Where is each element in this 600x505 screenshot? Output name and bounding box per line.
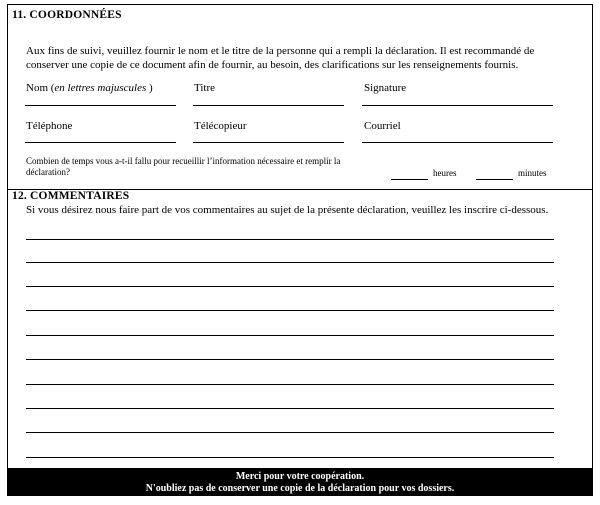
telephone-label: Téléphone bbox=[26, 120, 73, 132]
section-12-intro: Si vous désirez nous faire part de vos commentaires au sujet de la présente déclaration, veuillez les inscrire ci-dessous. bbox=[26, 204, 549, 216]
comment-line[interactable] bbox=[26, 286, 554, 287]
nom-label-italic: en lettres majuscules bbox=[54, 82, 147, 94]
nom-field[interactable] bbox=[25, 105, 176, 106]
comment-line[interactable] bbox=[26, 310, 554, 311]
hours-field[interactable] bbox=[391, 179, 428, 180]
comment-line[interactable] bbox=[26, 335, 554, 336]
titre-label: Titre bbox=[194, 82, 215, 94]
telecopieur-field[interactable] bbox=[193, 142, 344, 143]
telephone-field[interactable] bbox=[25, 142, 176, 143]
signature-field[interactable] bbox=[362, 105, 553, 106]
telecopieur-label: Télécopieur bbox=[194, 120, 247, 132]
comment-line[interactable] bbox=[26, 457, 554, 458]
titre-field[interactable] bbox=[193, 105, 344, 106]
comment-line[interactable] bbox=[26, 432, 554, 433]
footer-thanks: Merci pour votre coopération. bbox=[235, 471, 365, 482]
section-11-title: 11. COORDONNÉES bbox=[12, 9, 122, 21]
signature-label: Signature bbox=[364, 82, 407, 94]
time-question: Combien de temps vous a-t-il fallu pour recueillir l’information nécessaire et remplir la déclaration? bbox=[26, 156, 341, 177]
minutes-label: minutes bbox=[518, 168, 547, 178]
footer-banner bbox=[7, 468, 593, 496]
form-frame bbox=[7, 4, 593, 494]
section-12-title: 12. COMMENTAIRES bbox=[12, 190, 130, 202]
section-11-intro: Aux fins de suivi, veuillez fournir le nom et le titre de la personne qui a rempli la déclaration. Il est recommandé de conserver une copie de ce document afin de fournir, au besoin, des clarifications sur les renseignements fournis. bbox=[26, 45, 535, 71]
comment-line[interactable] bbox=[26, 262, 554, 263]
nom-label: Nom (en lettres majuscules ) bbox=[26, 82, 153, 94]
hours-label: heures bbox=[433, 168, 457, 178]
comment-line[interactable] bbox=[26, 408, 554, 409]
minutes-field[interactable] bbox=[476, 179, 513, 180]
courriel-field[interactable] bbox=[362, 142, 553, 143]
comment-line[interactable] bbox=[26, 239, 554, 240]
comment-line[interactable] bbox=[26, 384, 554, 385]
footer-reminder: N'oubliez pas de conserver une copie de la déclaration pour vos dossiers. bbox=[145, 483, 455, 494]
comment-line[interactable] bbox=[26, 359, 554, 360]
courriel-label: Courriel bbox=[364, 120, 401, 132]
